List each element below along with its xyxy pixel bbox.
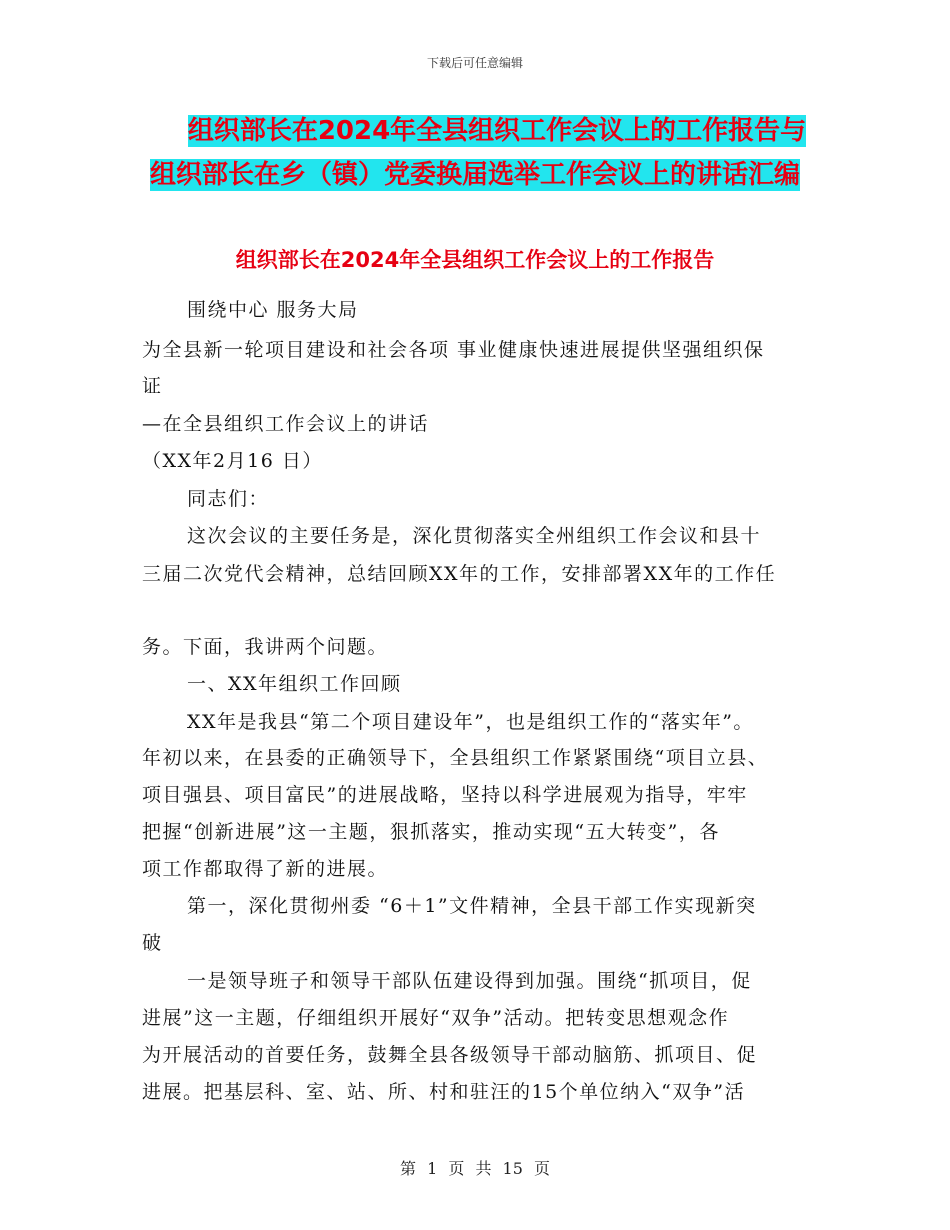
body-line: 进展。把基层科、室、站、所、村和驻汪的15个单位纳入“双争”活 [142,1081,746,1103]
body-line: 年初以来，在县委的正确领导下，全县组织工作紧紧围绕“项目立县、 [142,747,769,769]
body-line: XX年是我县“第二个项目建设年”，也是组织工作的“落实年”。 [187,711,754,733]
section-title: 组织部长在2024年全县组织工作会议上的工作报告 [235,248,715,272]
body-line: 把握“创新进展”这一主题，狠抓落实，推动实现“五大转变”，各 [142,821,720,843]
body-line: 三届二次党代会精神，总结回顾XX年的工作，安排部署XX年的工作任 [142,563,777,585]
body-line: 第一，深化贯彻州委 “6＋1”文件精神，全县干部工作实现新突 [187,895,757,917]
body-line: 这次会议的主要任务是，深化贯彻落实全州组织工作会议和县十 [187,525,762,547]
body-line: 为开展活动的首要任务，鼓舞全县各级领导干部动脑筋、抓项目、促 [142,1044,758,1066]
document-title-line-2: 组织部长在乡（镇）党委换届选举工作会议上的讲话汇编 [149,160,800,190]
body-line: 务。下面，我讲两个问题。 [142,636,389,658]
body-line: —在全县组织工作会议上的讲话 [142,413,430,435]
body-line: （XX年2月16 日） [142,450,323,472]
body-line: 同志们： [187,488,270,510]
page-header: 下载后可任意编辑 [426,56,523,70]
body-line: 一、XX年组织工作回顾 [187,673,402,695]
body-line: 围绕中心 服务大局 [187,299,359,321]
body-line: 破 [142,932,163,954]
body-line: 一是领导班子和领导干部队伍建设得到加强。围绕“抓项目，促 [187,970,752,992]
body-line: 为全县新一轮项目建设和社会各项 事业健康快速进展提供坚强组织保 [142,339,765,361]
body-line: 进展”这一主题，仔细组织开展好“双争”活动。把转变思想观念作 [142,1007,730,1029]
document-title-line-1: 组织部长在2024年全县组织工作会议上的工作报告与 [187,116,807,146]
page-number-footer: 第 1 页 共 15 页 [400,1159,550,1178]
body-line: 证 [142,375,163,397]
body-line: 项工作都取得了新的进展。 [142,858,389,880]
body-line: 项目强县、项目富民”的进展战略，坚持以科学进展观为指导，牢牢 [142,784,748,806]
